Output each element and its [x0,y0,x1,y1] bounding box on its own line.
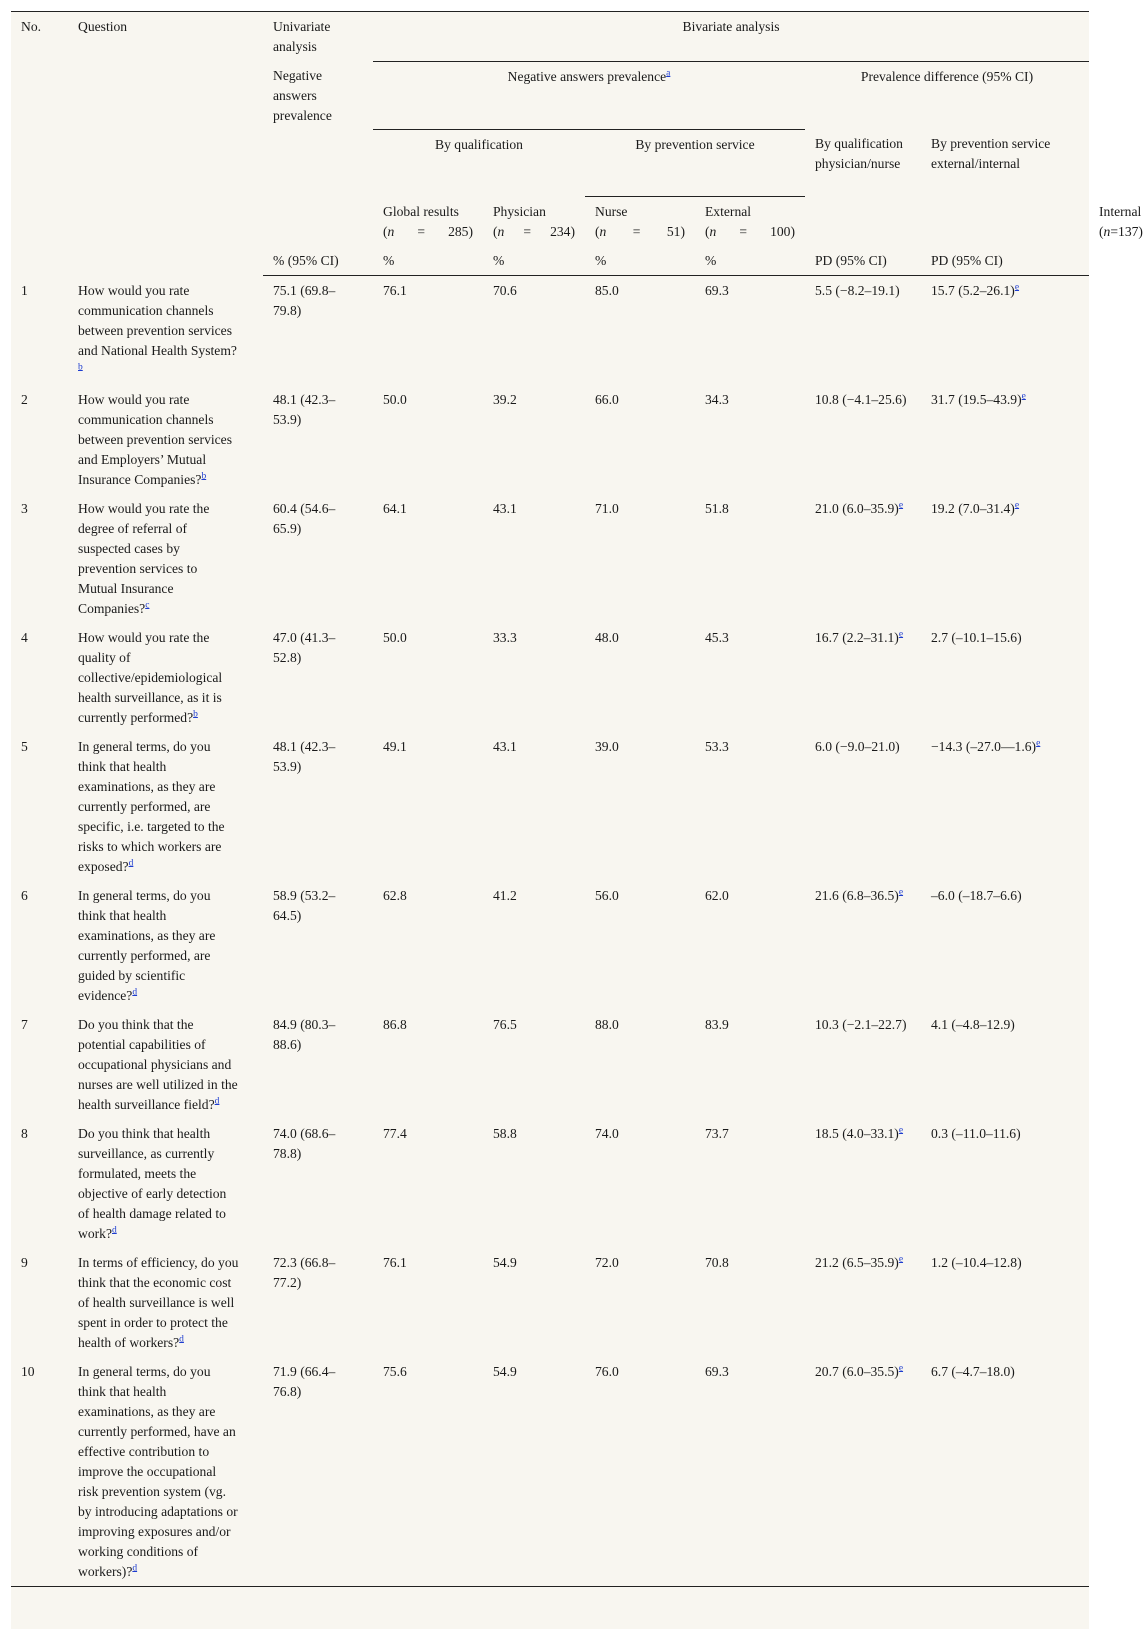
physician-value: 75.6 [373,1357,483,1587]
row-number: 7 [21,1016,28,1032]
nurse-value: 58.8 [493,1125,517,1141]
header-external: External (n = 100) [705,204,795,239]
unit-pd-qual: PD (95% CI) [805,246,921,276]
footnote-link[interactable]: c [145,599,150,610]
header-by-prev-pd: By prevention service external/internal [931,136,1051,171]
header-by-qualification: By qualification [435,136,523,152]
header-nurse: Nurse (n = 51) [595,204,685,239]
table-row [11,623,1089,732]
physician-value: 76.1 [383,1254,407,1270]
row-number: 9 [21,1254,28,1270]
table-row [11,732,1089,881]
pd-qualification-value: 10.8 (−4.1–25.6) [815,391,907,407]
nurse-value: 70.6 [493,283,517,298]
footnote-link[interactable]: d [132,986,138,997]
unit-pd-prev: PD (95% CI) [921,246,1089,276]
row-number: 8 [21,1125,28,1141]
question-text: Do you think that the potential capabilities of occupational physicians and nurses are well utilized in the health surveillance field?$^d$ [78,1016,238,1112]
external-value: 72.0 [595,1254,619,1270]
header-by-prevention: By prevention service [585,129,805,197]
unit-internal: % [695,246,805,276]
global-value: 48.1 (42.3–53.9) [273,391,336,427]
table-header: No. Question Univariate analysis Bivariate analysis Negative answers prevalence Negative answers prevalence$^a$ Prevalence difference (95% CI) By qualification By prevention service By qualification physician/nurse By prevention service external/internal Global results (n = 285) Physician (n = 234) Nurse (n = 51) External (n = 100) Internal (n = 137) % (95% CI) % % % % PD (95% CI) PD (95% CI) [11,12,1089,276]
footnote-link[interactable]: b [193,708,198,719]
footnote-link[interactable]: e [898,886,904,897]
table-row [11,276,1089,385]
pd-qualification-value: 10.3 (−2.1–22.7) [815,1016,907,1032]
question-text: How would you rate communication channels between prevention services and Employers’ Mutual Insurance Companies?$^b$ [78,391,232,487]
global-value: 84.9 (80.3–88.6) [273,1016,336,1052]
external-value: 85.0 [595,283,619,298]
footnote-link[interactable]: e [898,628,904,639]
internal-value: 69.3 [705,283,729,298]
footnote-link[interactable]: e [1014,282,1020,293]
external-value: 66.0 [595,391,619,407]
table-row [11,1010,1089,1119]
row-number: 6 [21,887,28,903]
internal-value: 51.8 [705,500,729,516]
results-table [11,11,1143,1587]
header-question: Question [68,12,263,276]
footnote-link[interactable]: d [111,1224,117,1235]
global-value: 48.1 (42.3–53.9) [273,738,336,774]
global-value: 60.4 (54.6–65.9) [273,500,336,536]
footnote-link[interactable]: e [1021,390,1026,401]
header-by-qual-pd: By qualification physician/nurse [815,136,903,171]
footnote-link[interactable]: d [214,1095,220,1106]
question-text: How would you rate the quality of collective/epidemiological health surveillance, as it is currently performed?$^b$ [78,629,223,725]
unit-global: % (95% CI) [263,246,373,276]
header-neg-prev-uni: Negative answers prevalence [273,68,332,123]
internal-value: 34.3 [705,391,729,407]
pd-prevention-value: −14.3 (–27.0—1.6)$^e$ [931,737,1041,754]
global-value: 58.9 (53.2–64.5) [273,887,336,923]
physician-value: 64.1 [383,500,407,516]
row-number: 4 [21,629,28,645]
pd-prevention-value: 1.2 (–10.4–12.8) [931,1254,1022,1270]
pd-qualification-value: 5.5 (−8.2–19.1) [815,283,900,298]
pd-prevention-value: –6.0 (–18.7–6.6) [931,887,1022,903]
header-neg-prev-bi: Negative answers prevalence$^a$ [373,61,805,129]
header-global: Global results (n = 285) [383,203,473,239]
footnote-link[interactable]: d [128,857,134,868]
table-row [11,494,1089,623]
question-text: In general terms, do you think that health examinations, as they are currently performed, are guided by scientific evidence?$^d$ [78,887,216,1003]
internal-value: 53.3 [705,738,729,754]
question-text: How would you rate communication channels between prevention services and National Health System?$^b$ [78,282,237,372]
external-value: 56.0 [595,887,619,903]
external-value: 74.0 [595,1125,619,1141]
footnote-link[interactable]: e [1036,737,1041,748]
table-row [11,1248,1089,1357]
unit-external: % [585,246,695,276]
pd-prevention-value: 19.2 (7.0–31.4)$^e$ [931,499,1020,516]
global-value: 72.3 (66.8–77.2) [273,1254,336,1290]
global-value: 47.0 (41.3–52.8) [273,629,336,665]
footnote-link[interactable]: b [201,470,207,481]
physician-value: 77.4 [383,1125,407,1141]
pd-qualification-value: 6.0 (−9.0–21.0) [815,738,900,754]
physician-value: 49.1 [383,738,407,754]
nurse-value: 33.3 [493,629,517,645]
internal-value: 70.8 [705,1254,729,1270]
external-value: 88.0 [595,1016,619,1032]
table-row [11,385,1089,494]
table-row [11,1357,1089,1587]
pd-qualification-value: 20.7 (6.0–35.5)$^e$ [805,1357,921,1587]
internal-value: 83.9 [705,1016,729,1032]
table-row [11,881,1089,1010]
physician-value: 50.0 [383,629,407,645]
pd-prevention-value: 2.7 (–10.1–15.6) [931,629,1022,645]
internal-value: 73.7 [705,1125,729,1141]
external-value: 71.0 [595,500,619,516]
nurse-value: 54.9 [493,1254,517,1270]
footnote-link[interactable]: e [898,1253,904,1264]
question-text: In general terms, do you think that health examinations, as they are currently performed, are specific, i.e. targeted to the risks to which workers are exposed?$^d$ [78,738,225,874]
footnote-link[interactable]: d [132,1562,138,1573]
pd-qualification-value: 21.6 (6.8–36.5)$^e$ [815,886,904,903]
internal-value: 69.3 [695,1357,805,1587]
table-body [11,276,1089,1587]
footnote-link[interactable]: a [666,67,671,78]
pd-prevention-value: 15.7 (5.2–26.1)$^e$ [931,282,1020,298]
footnote-link[interactable]: e [1014,499,1020,510]
global-value: 75.1 (69.8–79.8) [273,283,336,318]
question-text: Do you think that health surveillance, as currently formulated, meets the objective of early detection of health damage related to work?$^d$ [78,1125,227,1241]
external-value: 39.0 [595,738,619,754]
question-text: How would you rate the degree of referral of suspected cases by prevention services to Mutual Insurance Companies?$^c$ [78,500,210,616]
header-bivariate: Bivariate analysis [373,12,1089,62]
internal-value: 62.0 [705,887,729,903]
nurse-value: 43.1 [493,738,517,754]
header-physician: Physician (n = 234) [493,203,575,239]
nurse-value: 41.2 [493,887,517,903]
row-number: 3 [21,500,28,516]
pd-qualification-value: 21.0 (6.0–35.9)$^e$ [815,499,904,516]
physician-value: 62.8 [383,887,407,903]
internal-value: 45.3 [705,629,729,645]
pd-prevention-value: 6.7 (–4.7–18.0) [921,1357,1089,1587]
row-number: 1 [21,282,28,298]
footnote-link[interactable]: e [898,499,904,510]
physician-value: 86.8 [383,1016,407,1032]
footnote-link[interactable]: d [179,1333,184,1344]
pd-prevention-value: 31.7 (19.5–43.9)$^e$ [931,390,1026,407]
header-no: No. [11,12,68,276]
physician-value: 50.0 [383,391,407,407]
physician-value: 76.1 [383,283,407,298]
nurse-value: 76.5 [493,1016,517,1032]
nurse-value: 54.9 [483,1357,585,1587]
unit-physician: % [373,246,483,276]
row-number: 2 [21,391,28,407]
footnote-link[interactable]: b [78,361,83,372]
header-prev-diff: Prevalence difference (95% CI) [860,68,1034,84]
question-text: In terms of efficiency, do you think that the economic cost of health surveillance is well spent in order to protect the health of workers?$^d$ [78,1254,239,1350]
footnote-link[interactable]: e [898,1124,904,1135]
pd-qualification-value: 16.7 (2.2–31.1)$^e$ [815,628,904,645]
pd-prevention-value: 4.1 (–4.8–12.9) [931,1016,1015,1032]
row-number: 10 [11,1357,68,1587]
table-row [11,1119,1089,1248]
pd-qualification-value: 18.5 (4.0–33.1)$^e$ [815,1124,904,1141]
global-value: 74.0 (68.6–78.8) [273,1125,336,1161]
row-number: 5 [21,738,28,754]
footnote-link[interactable]: e [898,1362,904,1373]
header-univariate: Univariate analysis [263,12,373,62]
pd-qualification-value: 21.2 (6.5–35.9)$^e$ [815,1253,904,1270]
nurse-value: 39.2 [493,391,517,407]
question-text: In general terms, do you think that health examinations, as they are currently performed, have an effective contribution to improve the occupational risk prevention system (vg. by introducing adaptations or improving exposures and/or working conditions of workers)?$^d$ [68,1357,263,1587]
global-value: 71.9 (66.4–76.8) [263,1357,373,1587]
nurse-value: 43.1 [493,500,517,516]
results-table-container [11,11,1143,1629]
unit-nurse: % [483,246,585,276]
external-value: 48.0 [595,629,619,645]
external-value: 76.0 [585,1357,695,1587]
pd-prevention-value: 0.3 (–11.0–11.6) [931,1125,1021,1141]
